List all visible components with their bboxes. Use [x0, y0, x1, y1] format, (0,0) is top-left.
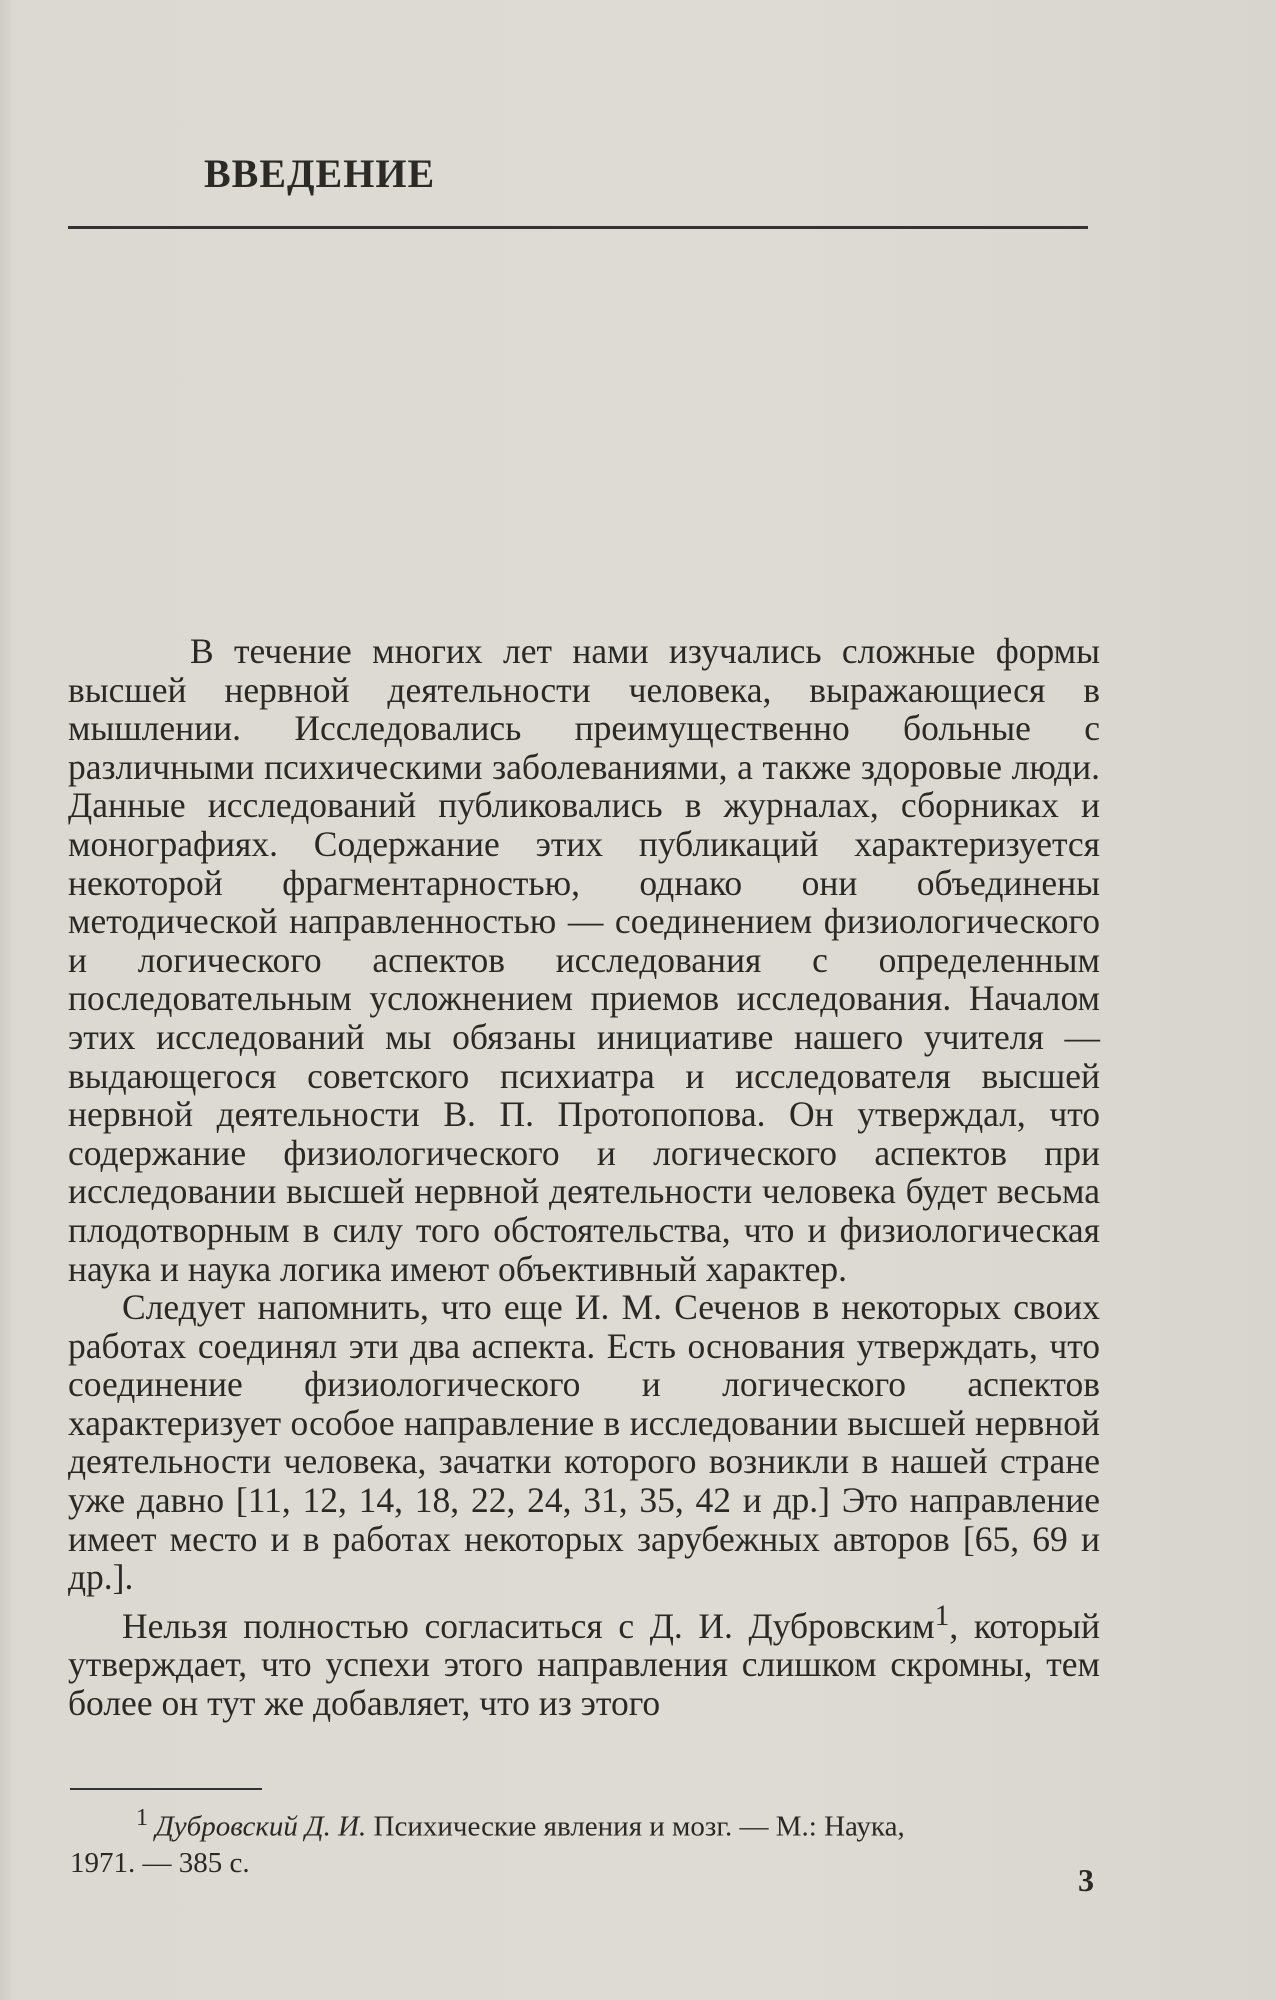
paragraph	[68, 1597, 1100, 1723]
body-text	[68, 632, 1100, 1722]
chapter-heading: ВВЕДЕНИЕ	[204, 151, 436, 196]
page-number: 3	[1078, 1862, 1094, 1898]
paragraph-text: , который утверждает, что успехи этого направления слишком скромны, тем более он тут же добавляет, что из этого	[68, 1605, 1101, 1723]
footnote-publication: 1971. — 385 с.	[70, 1846, 250, 1879]
footnote-first-line	[70, 1800, 1100, 1845]
paragraph: В течение многих лет нами изучались сложные формы высшей нервной деятельности человека, выражающиеся в мышлении. Исследовались преимущественно больные с различными психическими заболеваниями, а также здоровые люди. Данные исследований публиковались в журналах, сборниках и монографиях. Содержание этих публикаций характеризуется некоторой фрагментарностью, однако они объединены методической направленностью — соединением физиологического и логического аспектов исследования с определенным последовательным усложнением приемов исследования. Началом этих исследований мы обязаны инициативе нашего учителя — выдающегося советского психиатра и исследователя высшей нервной деятельности В. П. Протопопова. Он утверждал, что содержание физиологического и логического аспектов при исследовании высшей нервной деятельности человека будет весьма плодотворным в силу того обстоятельства, что и физиологическая наука и наука логика имеют объективный характер.	[68, 631, 1100, 1289]
footnote-rule	[70, 1788, 262, 1790]
footnote-title: Психические явления и мозг. — М.: Наука,	[373, 1810, 905, 1843]
paragraph: Следует напомнить, что еще И. М. Сеченов в некоторых своих работах соединял эти два аспекта. Есть основания утверждать, что соединение физиологического и логического аспектов характеризует особое направление в исследовании высшей нервной деятельности человека, зачатки которого возникли в нашей стране уже давно [11, 12, 14, 18, 22, 24, 31, 35, 42 и др.] Это направление имеет место и в работах некоторых зарубежных авторов [65, 69 и др.].	[68, 1287, 1100, 1598]
paragraph-text: Нельзя полностью согласиться с Д. И. Дубровским	[122, 1605, 935, 1646]
footnote	[70, 1800, 1100, 1881]
heading-rule	[68, 226, 1088, 229]
footnote-marker: 1	[136, 1804, 149, 1831]
footnote-author: Дубровский Д. И.	[155, 1810, 367, 1843]
footnote-reference: 1	[934, 1599, 950, 1632]
